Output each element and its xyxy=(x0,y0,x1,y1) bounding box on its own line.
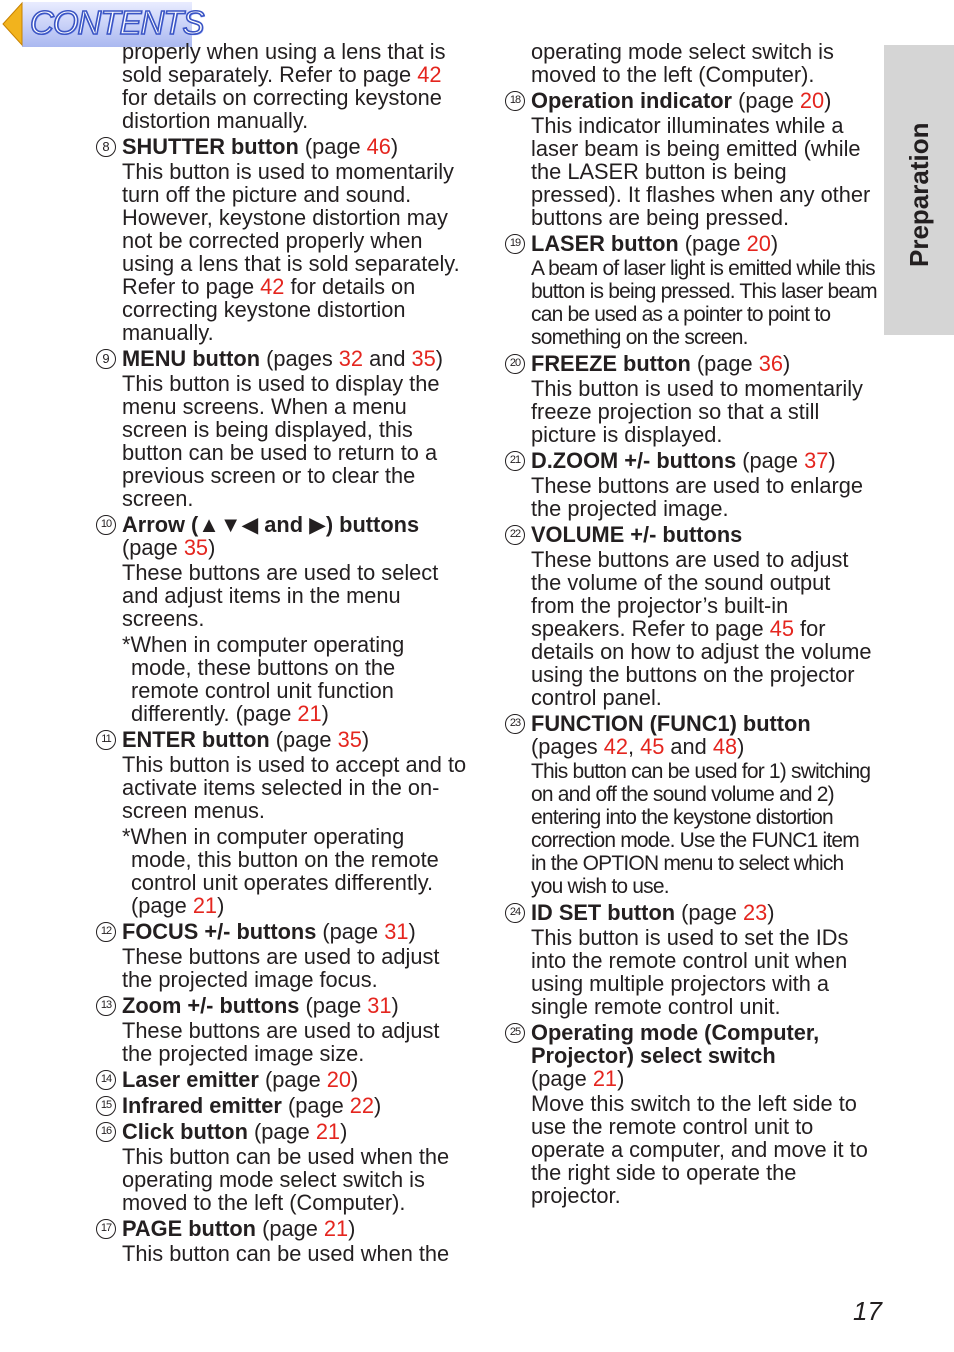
item-enter-button: 11 ENTER button (page 35) This button is used to accept and to activate items selected in the on-screen menus. *When in computer operating mode, this button on the remote control unit operates differently. (page 21) xyxy=(96,728,468,917)
item-title: PAGE button xyxy=(122,1216,256,1241)
item-function-button: 23 FUNCTION (FUNC1) button (pages 42, 45 and 48) This button can be used for 1) switching on and off the sound volume and 2) entering into the keystone distortion correction mode. Use the FUNC1 item in the OPTION menu to select which you wish to use. xyxy=(505,712,877,898)
item-operating-mode-switch: 25 Operating mode (Computer, Projector) select switch (page 21) Move this switch to the left side to use the remote control unit to operate a computer, and move it to the right side to operate the projector. xyxy=(505,1021,877,1207)
item-menu-button: 9 MENU button (pages 32 and 35) This button is used to display the menu screens. When a menu screen is being displayed, this button can be used to return to a previous screen or to clear the screen. xyxy=(96,347,468,510)
item-description: This button can be used when the xyxy=(122,1241,450,1266)
item-number: 17 xyxy=(96,1219,116,1239)
item-arrow-buttons: 10 Arrow (▲▼◀ and ▶) buttons (page 35) These buttons are used to select and adjust items in the menu screens. *When in computer operating mode, these buttons on the remote control unit function differently. (page 21) xyxy=(96,513,468,725)
item-description: These buttons are used to adjust the projected image size. xyxy=(122,1018,440,1066)
item-zoom-buttons: 13 Zoom +/- buttons (page 31) These buttons are used to adjust the projected image size. xyxy=(96,994,468,1065)
item-title: MENU button xyxy=(122,346,261,371)
page-link[interactable]: 42 xyxy=(603,734,628,759)
item-infrared-emitter: 15 Infrared emitter (page 22) xyxy=(96,1094,468,1117)
page-link[interactable]: 20 xyxy=(326,1067,352,1092)
item-title: Laser emitter xyxy=(122,1067,259,1092)
item-number: 21 xyxy=(505,451,525,471)
item-page-button: 17 PAGE button (page 21) This button can be used when the xyxy=(96,1217,468,1265)
page-link[interactable]: 22 xyxy=(349,1093,375,1118)
item-click-button: 16 Click button (page 21) This button can be used when the operating mode select switch is moved to the left (Computer). xyxy=(96,1120,468,1214)
item-number: 14 xyxy=(96,1070,116,1090)
item-description: This button can be used for 1) switching on and off the sound volume and 2) entering into the keystone distortion correction mode. Use the FUNC1 item in the OPTION menu to select which you wish to use. xyxy=(531,760,871,898)
item-number: 11 xyxy=(96,730,116,750)
item-number: 19 xyxy=(505,234,525,254)
page-link[interactable]: 46 xyxy=(366,134,391,159)
item-number: 16 xyxy=(96,1122,116,1142)
page-link[interactable]: 42 xyxy=(417,62,442,87)
item-note: *When in computer operating mode, these buttons on the remote control unit function differently. (page 21) xyxy=(122,632,405,726)
item-description: These buttons are used to adjust the projected image focus. xyxy=(122,944,440,992)
page-number: 17 xyxy=(853,1296,882,1326)
item-description: These buttons are used to adjust the volume of the sound output from the projector’s built-in speakers. Refer to page 45 for details on how to adjust the volume using the buttons on the projector control panel. xyxy=(531,547,872,710)
contents-label: CONTENTS xyxy=(30,4,204,41)
item-title: FREEZE button xyxy=(531,351,691,376)
item-title: D.ZOOM +/- buttons xyxy=(531,448,737,473)
page-link[interactable]: 35 xyxy=(183,535,209,560)
page-link[interactable]: 31 xyxy=(367,993,392,1018)
item-number: 25 xyxy=(505,1023,525,1043)
section-tab xyxy=(884,45,954,335)
item-number: 18 xyxy=(505,91,525,111)
back-arrow-icon xyxy=(3,3,22,45)
item-title: ID SET button xyxy=(531,900,676,925)
item-number: 8 xyxy=(96,137,116,157)
item-title: VOLUME +/- buttons xyxy=(531,522,743,547)
page-link[interactable]: 21 xyxy=(192,893,218,918)
page-link[interactable]: 37 xyxy=(804,448,829,473)
item-number: 12 xyxy=(96,922,116,942)
item-description: This button is used to set the IDs into the remote control unit when using multiple projectors with a single remote control unit. xyxy=(531,925,849,1019)
page-link[interactable]: 32 xyxy=(338,346,364,371)
item-number: 24 xyxy=(505,903,525,923)
item-title: FUNCTION (FUNC1) button xyxy=(531,711,811,736)
item-title: Arrow (▲▼◀ and ▶) buttons xyxy=(122,512,420,537)
page-link[interactable]: 31 xyxy=(384,919,409,944)
arrow-up-icon: ▲ xyxy=(198,512,220,537)
item-description: A beam of laser light is emitted while this button is being pressed. This laser beam can be used as a pointer to point to something on the screen. xyxy=(531,257,877,349)
item-description: These buttons are used to enlarge the projected image. xyxy=(531,473,864,521)
continued-description: properly when using a lens that is sold separately. Refer to page 42 for details on correcting keystone distortion manually. xyxy=(122,39,446,133)
page-link[interactable]: 42 xyxy=(260,274,285,299)
item-laser-button: 19 LASER button (page 20) A beam of laser light is emitted while this button is being pressed. This laser beam can be used as a pointer to point to something on the screen. xyxy=(505,232,877,349)
page-link[interactable]: 23 xyxy=(742,900,768,925)
item-number: 22 xyxy=(505,525,525,545)
arrow-left-icon: ◀ xyxy=(241,512,259,537)
page-link[interactable]: 48 xyxy=(712,734,738,759)
item-number: 9 xyxy=(96,349,116,369)
item-description: This button is used to momentarily freeze projection so that a still picture is displayed. xyxy=(531,376,863,447)
item-number: 10 xyxy=(96,515,116,535)
item-title: Operating mode (Computer, Projector) select switch xyxy=(531,1020,820,1068)
page-link[interactable]: 20 xyxy=(799,88,825,113)
page-link[interactable]: 20 xyxy=(746,231,771,256)
item-operation-indicator: 18 Operation indicator (page 20) This indicator illuminates while a laser beam is being emitted (while the LASER button is being pressed). It flashes when any other buttons are being pressed. xyxy=(505,89,877,229)
item-description: This indicator illuminates while a laser beam is being emitted (while the LASER button is being pressed). It flashes when any other buttons are being pressed. xyxy=(531,113,871,230)
item-number: 20 xyxy=(505,354,525,374)
item-title: Operation indicator xyxy=(531,88,733,113)
item-description: This button is used to accept and to activate items selected in the on-screen menus. xyxy=(122,752,467,823)
item-note: *When in computer operating mode, this button on the remote control unit operates differently. (page 21) xyxy=(122,824,439,918)
page-link[interactable]: 45 xyxy=(769,616,794,641)
item-number: 15 xyxy=(96,1096,116,1116)
item-volume-buttons xyxy=(505,523,877,709)
item-focus-buttons: 12 FOCUS +/- buttons (page 31) These buttons are used to adjust the projected image focus. xyxy=(96,920,468,991)
item-title: LASER button xyxy=(531,231,679,256)
continued-description: operating mode select switch is moved to the left (Computer). xyxy=(531,39,834,87)
item-freeze-button: 20 FREEZE button (page 36) This button is used to momentarily freeze projection so that a still picture is displayed. xyxy=(505,352,877,446)
item-description: These buttons are used to select and adjust items in the menu screens. xyxy=(122,560,439,631)
item-dzoom-buttons: 21 D.ZOOM +/- buttons (page 37) These buttons are used to enlarge the projected image. xyxy=(505,449,877,520)
item-laser-emitter: 14 Laser emitter (page 20) xyxy=(96,1068,468,1091)
page-link[interactable]: 21 xyxy=(315,1119,341,1144)
page-link[interactable]: 35 xyxy=(337,727,362,752)
page-link[interactable]: 21 xyxy=(592,1066,618,1091)
item-title: FOCUS +/- buttons xyxy=(122,919,317,944)
page-link[interactable]: 21 xyxy=(297,701,322,726)
item-id-set-button: 24 ID SET button (page 23) This button is used to set the IDs into the remote control unit when using multiple projectors with a single remote control unit. xyxy=(505,901,877,1018)
page-link[interactable]: 45 xyxy=(640,734,665,759)
item-number: 23 xyxy=(505,714,525,734)
arrow-down-icon: ▼ xyxy=(219,512,242,537)
item-number: 13 xyxy=(96,996,116,1016)
right-column xyxy=(505,40,877,1209)
item-description: Move this switch to the left side to use the remote control unit to operate a computer, and move it to the right side to operate the projector. xyxy=(531,1091,868,1208)
item-title: Click button xyxy=(122,1119,248,1144)
page-link[interactable]: 21 xyxy=(323,1216,349,1241)
section-tab-label: Preparation xyxy=(904,122,934,267)
item-shutter-button: 8 SHUTTER button (page 46) This button is used to momentarily turn off the picture and sound. However, keystone distortion may not be corrected properly when using a lens that is sold separately. Refer to page 42 for details on correcting keystone distortion manually. xyxy=(96,135,468,344)
item-title: ENTER button xyxy=(122,727,270,752)
page-link[interactable]: 36 xyxy=(758,351,783,376)
page-link[interactable]: 35 xyxy=(411,346,436,371)
item-title: SHUTTER button xyxy=(122,134,299,159)
left-column xyxy=(96,40,468,1267)
item-description: This button is used to momentarily turn off the picture and sound. However, keystone distortion may not be corrected properly when using a lens that is sold separately. Refer to page 42 for details on correcting keystone distortion manually. xyxy=(122,159,460,345)
item-description: This button is used to display the menu screens. When a menu screen is being displayed, this button can be used to return to a previous screen or to clear the screen. xyxy=(122,371,440,511)
item-title: Infrared emitter xyxy=(122,1093,282,1118)
arrow-right-icon: ▶ xyxy=(309,512,326,537)
item-title: Zoom +/- buttons xyxy=(122,993,300,1018)
item-description: This button can be used when the operating mode select switch is moved to the left (Computer). xyxy=(122,1144,450,1215)
